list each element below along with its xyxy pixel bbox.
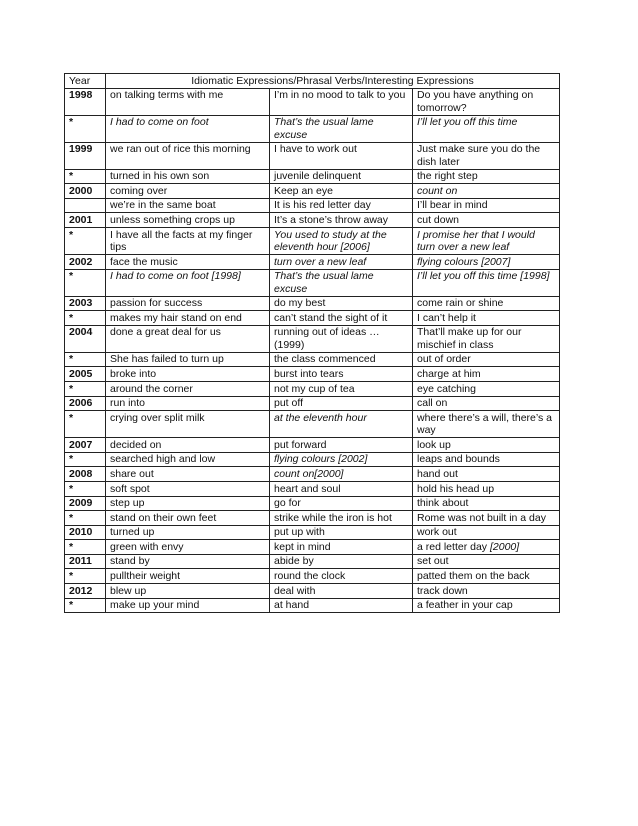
expression-cell-1: soft spot [106, 481, 270, 496]
expressions-table [64, 73, 560, 613]
expression-cell-3: a red letter day [2000] [413, 540, 560, 555]
table-row [65, 467, 560, 482]
year-cell: * [65, 352, 106, 367]
expression-cell-3: leaps and bounds [413, 452, 560, 467]
table-row [65, 198, 560, 213]
expression-cell-2: put forward [270, 438, 413, 453]
year-cell: 2003 [65, 296, 106, 311]
expression-cell-3: track down [413, 584, 560, 599]
table-row [65, 352, 560, 367]
expression-cell-3: I promise her that I would turn over a new leaf [413, 227, 560, 254]
expression-cell-3: charge at him [413, 367, 560, 382]
expression-cell-2: heart and soul [270, 481, 413, 496]
table-row [65, 496, 560, 511]
expression-cell-2: burst into tears [270, 367, 413, 382]
year-cell: 2011 [65, 554, 106, 569]
expression-cell-2: abide by [270, 554, 413, 569]
expression-cell-1: stand by [106, 554, 270, 569]
expression-cell-1: blew up [106, 584, 270, 599]
expression-cell-1: on talking terms with me [106, 88, 270, 115]
year-cell: 2012 [65, 584, 106, 599]
expression-cell-1: around the corner [106, 381, 270, 396]
year-cell [65, 198, 106, 213]
year-cell: 2000 [65, 184, 106, 199]
year-cell: * [65, 481, 106, 496]
expression-cell-2: flying colours [2002] [270, 452, 413, 467]
expression-cell-2: the class commenced [270, 352, 413, 367]
table-row [65, 452, 560, 467]
year-cell: 2006 [65, 396, 106, 411]
expression-cell-2: count on[2000] [270, 467, 413, 482]
expression-cell-3: flying colours [2007] [413, 254, 560, 269]
expression-cell-1: run into [106, 396, 270, 411]
expression-cell-1: turned up [106, 525, 270, 540]
table-row [65, 396, 560, 411]
expression-cell-3: hand out [413, 467, 560, 482]
expression-cell-1: broke into [106, 367, 270, 382]
table-row [65, 325, 560, 352]
year-cell: 2005 [65, 367, 106, 382]
table-row [65, 481, 560, 496]
year-cell: * [65, 411, 106, 438]
year-cell: * [65, 511, 106, 526]
header-year: Year [65, 74, 106, 89]
expression-cell-2: It’s a stone’s throw away [270, 213, 413, 228]
expression-cell-1: searched high and low [106, 452, 270, 467]
expression-cell-2: You used to study at the eleventh hour [2006] [270, 227, 413, 254]
expression-cell-3: call on [413, 396, 560, 411]
header-title: Idiomatic Expressions/Phrasal Verbs/Interesting Expressions [106, 74, 560, 89]
table-body [65, 88, 560, 613]
table-row [65, 584, 560, 599]
expression-cell-3: think about [413, 496, 560, 511]
expression-cell-3: That’ll make up for our mischief in class [413, 325, 560, 352]
expression-cell-3: I can’t help it [413, 311, 560, 326]
table-row [65, 184, 560, 199]
year-cell: 2004 [65, 325, 106, 352]
expression-cell-3: hold his head up [413, 481, 560, 496]
expression-cell-2: kept in mind [270, 540, 413, 555]
expression-cell-2: That’s the usual lame excuse [270, 115, 413, 142]
table-row [65, 411, 560, 438]
expression-cell-1: crying over split milk [106, 411, 270, 438]
expression-cell-1: stand on their own feet [106, 511, 270, 526]
year-cell: 2009 [65, 496, 106, 511]
expression-cell-2: That’s the usual lame excuse [270, 269, 413, 296]
expression-cell-2: running out of ideas … (1999) [270, 325, 413, 352]
table-row [65, 569, 560, 584]
expression-cell-3: I’ll let you off this time [1998] [413, 269, 560, 296]
table-row [65, 438, 560, 453]
expression-cell-2: deal with [270, 584, 413, 599]
expression-cell-1: makes my hair stand on end [106, 311, 270, 326]
table-row [65, 554, 560, 569]
expression-cell-3: the right step [413, 169, 560, 184]
year-cell: 2008 [65, 467, 106, 482]
expression-cell-1: She has failed to turn up [106, 352, 270, 367]
expression-cell-2: I have to work out [270, 142, 413, 169]
expression-cell-1: I had to come on foot [106, 115, 270, 142]
expression-cell-1: turned in his own son [106, 169, 270, 184]
year-cell: * [65, 569, 106, 584]
year-cell: * [65, 227, 106, 254]
expression-cell-2: do my best [270, 296, 413, 311]
expression-cell-1: done a great deal for us [106, 325, 270, 352]
table-row [65, 213, 560, 228]
expression-cell-2: at hand [270, 598, 413, 613]
table-row [65, 598, 560, 613]
expression-cell-3: out of order [413, 352, 560, 367]
year-cell: 2007 [65, 438, 106, 453]
expression-cell-2: I’m in no mood to talk to you [270, 88, 413, 115]
table-row [65, 311, 560, 326]
table-row [65, 381, 560, 396]
table-row [65, 227, 560, 254]
expression-cell-2: juvenile delinquent [270, 169, 413, 184]
table-row [65, 169, 560, 184]
expression-cell-2: It is his red letter day [270, 198, 413, 213]
expression-cell-1: pulltheir weight [106, 569, 270, 584]
expression-cell-2: strike while the iron is hot [270, 511, 413, 526]
expression-cell-3: count on [413, 184, 560, 199]
expression-cell-3: Just make sure you do the dish later [413, 142, 560, 169]
table-row [65, 296, 560, 311]
table-row [65, 511, 560, 526]
year-cell: 2002 [65, 254, 106, 269]
expression-cell-2: turn over a new leaf [270, 254, 413, 269]
table-row [65, 88, 560, 115]
year-cell: 2001 [65, 213, 106, 228]
expression-cell-3: cut down [413, 213, 560, 228]
expression-cell-1: decided on [106, 438, 270, 453]
expression-cell-1: we’re in the same boat [106, 198, 270, 213]
expression-cell-3: eye catching [413, 381, 560, 396]
table-header-row [65, 74, 560, 89]
expression-cell-3: I’ll bear in mind [413, 198, 560, 213]
expression-cell-2: go for [270, 496, 413, 511]
expression-cell-1: passion for success [106, 296, 270, 311]
year-cell: * [65, 381, 106, 396]
year-cell: 1999 [65, 142, 106, 169]
expression-cell-3: look up [413, 438, 560, 453]
expression-cell-1: unless something crops up [106, 213, 270, 228]
expression-cell-3: work out [413, 525, 560, 540]
expression-cell-3: come rain or shine [413, 296, 560, 311]
expression-cell-2: round the clock [270, 569, 413, 584]
table-row [65, 115, 560, 142]
expression-cell-1: step up [106, 496, 270, 511]
expression-cell-1: share out [106, 467, 270, 482]
expression-cell-2: put off [270, 396, 413, 411]
expression-cell-2: put up with [270, 525, 413, 540]
expression-cell-1: green with envy [106, 540, 270, 555]
expression-cell-3: I’ll let you off this time [413, 115, 560, 142]
table-row [65, 142, 560, 169]
year-cell: * [65, 311, 106, 326]
table-row [65, 254, 560, 269]
expression-cell-2: can’t stand the sight of it [270, 311, 413, 326]
expression-cell-1: I had to come on foot [1998] [106, 269, 270, 296]
table-row [65, 525, 560, 540]
year-cell: 1998 [65, 88, 106, 115]
expression-cell-2: not my cup of tea [270, 381, 413, 396]
expression-cell-1: make up your mind [106, 598, 270, 613]
year-cell: * [65, 540, 106, 555]
expression-cell-3: Rome was not built in a day [413, 511, 560, 526]
expression-cell-3: where there’s a will, there’s a way [413, 411, 560, 438]
year-cell: * [65, 269, 106, 296]
year-cell: * [65, 115, 106, 142]
expression-cell-2: Keep an eye [270, 184, 413, 199]
year-cell: 2010 [65, 525, 106, 540]
year-cell: * [65, 452, 106, 467]
table-row [65, 367, 560, 382]
year-reference: [2000] [489, 540, 520, 553]
expression-cell-1: face the music [106, 254, 270, 269]
expression-cell-1: we ran out of rice this morning [106, 142, 270, 169]
expression-cell-1: coming over [106, 184, 270, 199]
expression-cell-2: at the eleventh hour [270, 411, 413, 438]
expression-cell-1: I have all the facts at my finger tips [106, 227, 270, 254]
year-cell: * [65, 169, 106, 184]
expression-cell-3: patted them on the back [413, 569, 560, 584]
table-row [65, 269, 560, 296]
table-row [65, 540, 560, 555]
expression-cell-3: a feather in your cap [413, 598, 560, 613]
expression-cell-3: Do you have anything on tomorrow? [413, 88, 560, 115]
year-cell: * [65, 598, 106, 613]
expression-cell-3: set out [413, 554, 560, 569]
